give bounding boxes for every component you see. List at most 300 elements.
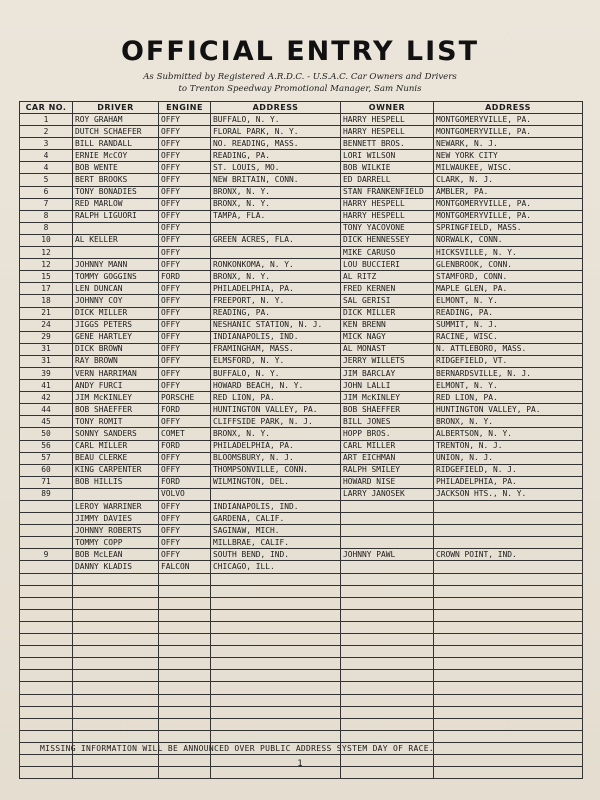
car-number-cell: 8 (20, 222, 73, 234)
footer-note: MISSING INFORMATION WILL BE ANNOUNCED OVER PUBLIC ADDRESS SYSTEM DAY OF RACE. (40, 744, 434, 753)
driver-cell (73, 222, 159, 234)
column-header-engine: ENGINE (159, 102, 211, 114)
owner-address-cell: MONTGOMERYVILLE, PA. (434, 210, 583, 222)
table-row (20, 234, 583, 246)
driver-address-cell: MILLBRAE, CALIF. (211, 537, 341, 549)
engine-cell: OFFY (159, 138, 211, 150)
table-row (20, 440, 583, 452)
owner-address-cell (434, 670, 583, 682)
driver-cell: JOHNNY MANN (73, 259, 159, 271)
owner-address-cell: MONTGOMERYVILLE, PA. (434, 126, 583, 138)
engine-cell: OFFY (159, 259, 211, 271)
driver-cell (73, 670, 159, 682)
car-number-cell: 42 (20, 392, 73, 404)
table-row (20, 634, 583, 646)
engine-cell: VOLVO (159, 488, 211, 500)
table-row (20, 730, 583, 742)
driver-cell (73, 621, 159, 633)
car-number-cell: 41 (20, 380, 73, 392)
owner-address-cell (434, 634, 583, 646)
table-row (20, 488, 583, 500)
driver-cell: ANDY FURCI (73, 380, 159, 392)
owner-cell: MICK NAGY (341, 331, 434, 343)
driver-address-cell (211, 222, 341, 234)
subtitle-line-1: As Submitted by Registered A.R.D.C. - U.S.A.C. Car Owners and Drivers (143, 72, 457, 82)
engine-cell: OFFY (159, 210, 211, 222)
driver-address-cell: BUFFALO, N. Y. (211, 367, 341, 379)
column-header-car-no: CAR NO. (20, 102, 73, 114)
owner-cell (341, 609, 434, 621)
driver-address-cell: GARDENA, CALIF. (211, 513, 341, 525)
table-row (20, 609, 583, 621)
car-number-cell (20, 561, 73, 573)
driver-address-cell: BLOOMSBURY, N. J. (211, 452, 341, 464)
driver-cell (73, 247, 159, 259)
car-number-cell: 29 (20, 331, 73, 343)
owner-address-cell: CROWN POINT, IND. (434, 549, 583, 561)
car-number-cell (20, 585, 73, 597)
owner-cell: ED DARRELL (341, 174, 434, 186)
owner-address-cell: RIDGEFIELD, N. J. (434, 464, 583, 476)
engine-cell: PORSCHE (159, 392, 211, 404)
owner-address-cell (434, 730, 583, 742)
owner-cell: RALPH SMILEY (341, 464, 434, 476)
car-number-cell (20, 537, 73, 549)
entry-rows (20, 114, 583, 779)
driver-cell: ERNIE McCOY (73, 150, 159, 162)
driver-address-cell: FRAMINGHAM, MASS. (211, 343, 341, 355)
driver-address-cell (211, 646, 341, 658)
subtitle-line-2: to Trenton Speedway Promotional Manager, Sam Nunis (178, 84, 422, 94)
owner-address-cell (434, 537, 583, 549)
table-row (20, 259, 583, 271)
owner-cell: HARRY HESPELL (341, 198, 434, 210)
owner-cell: HOWARD NISE (341, 476, 434, 488)
driver-address-cell (211, 597, 341, 609)
page-title: OFFICIAL ENTRY LIST (120, 36, 480, 67)
driver-cell: TOMMY COPP (73, 537, 159, 549)
driver-address-cell (211, 609, 341, 621)
driver-address-cell (211, 573, 341, 585)
driver-cell: KING CARPENTER (73, 464, 159, 476)
driver-cell: GENE HARTLEY (73, 331, 159, 343)
engine-cell: OFFY (159, 319, 211, 331)
table-row (20, 392, 583, 404)
engine-cell (159, 597, 211, 609)
owner-cell (341, 597, 434, 609)
table-row (20, 404, 583, 416)
driver-cell (73, 706, 159, 718)
owner-address-cell: RIDGEFIELD, VT. (434, 355, 583, 367)
engine-cell (159, 573, 211, 585)
table-row (20, 452, 583, 464)
owner-cell (341, 525, 434, 537)
driver-address-cell: GREEN ACRES, FLA. (211, 234, 341, 246)
table-row (20, 343, 583, 355)
owner-cell: LORI WILSON (341, 150, 434, 162)
engine-cell: FORD (159, 404, 211, 416)
owner-address-cell: CLARK, N. J. (434, 174, 583, 186)
table-row (20, 210, 583, 222)
car-number-cell: 4 (20, 150, 73, 162)
driver-cell (73, 646, 159, 658)
driver-address-cell (211, 488, 341, 500)
engine-cell: OFFY (159, 234, 211, 246)
table-row (20, 646, 583, 658)
table-row (20, 694, 583, 706)
engine-cell: OFFY (159, 150, 211, 162)
driver-cell: RALPH LIGUORI (73, 210, 159, 222)
engine-cell: OFFY (159, 549, 211, 561)
owner-address-cell (434, 694, 583, 706)
car-number-cell (20, 513, 73, 525)
engine-cell (159, 730, 211, 742)
owner-cell: JOHN LALLI (341, 380, 434, 392)
engine-cell: COMET (159, 428, 211, 440)
car-number-cell: 2 (20, 126, 73, 138)
driver-address-cell: HUNTINGTON VALLEY, PA. (211, 404, 341, 416)
car-number-cell (20, 670, 73, 682)
table-row (20, 114, 583, 126)
table-row (20, 331, 583, 343)
driver-cell: TONY ROMIT (73, 416, 159, 428)
owner-address-cell: MAPLE GLEN, PA. (434, 283, 583, 295)
table-row (20, 561, 583, 573)
engine-cell: OFFY (159, 295, 211, 307)
owner-address-cell: ELMONT, N. Y. (434, 380, 583, 392)
engine-cell (159, 621, 211, 633)
driver-address-cell: FLORAL PARK, N. Y. (211, 126, 341, 138)
car-number-cell: 4 (20, 162, 73, 174)
owner-address-cell: ALBERTSON, N. Y. (434, 428, 583, 440)
driver-cell (73, 730, 159, 742)
engine-cell: OFFY (159, 343, 211, 355)
table-row (20, 150, 583, 162)
driver-cell: DANNY KLADIS (73, 561, 159, 573)
owner-cell: BOB SHAEFFER (341, 404, 434, 416)
table-row (20, 428, 583, 440)
owner-cell: ART EICHMAN (341, 452, 434, 464)
engine-cell (159, 646, 211, 658)
table-row (20, 295, 583, 307)
owner-address-cell: BERNARDSVILLE, N. J. (434, 367, 583, 379)
owner-cell: DICK MILLER (341, 307, 434, 319)
owner-cell: LOU BUCCIERI (341, 259, 434, 271)
driver-address-cell: SAGINAW, MICH. (211, 525, 341, 537)
engine-cell: FORD (159, 271, 211, 283)
car-number-cell (20, 621, 73, 633)
owner-address-cell: ELMONT, N. Y. (434, 295, 583, 307)
driver-cell: JOHNNY COY (73, 295, 159, 307)
owner-address-cell: NEWARK, N. J. (434, 138, 583, 150)
engine-cell (159, 658, 211, 670)
owner-cell: JOHNNY PAWL (341, 549, 434, 561)
car-number-cell: 10 (20, 234, 73, 246)
owner-cell (341, 646, 434, 658)
owner-address-cell: MILWAUKEE, WISC. (434, 162, 583, 174)
car-number-cell (20, 682, 73, 694)
table-row (20, 658, 583, 670)
table-row (20, 501, 583, 513)
owner-address-cell: NORWALK, CONN. (434, 234, 583, 246)
table-row (20, 537, 583, 549)
table-header-row (20, 102, 583, 114)
driver-address-cell (211, 247, 341, 259)
driver-cell: TOMMY GOGGINS (73, 271, 159, 283)
driver-cell (73, 682, 159, 694)
table-row (20, 718, 583, 730)
owner-cell: LARRY JANOSEK (341, 488, 434, 500)
car-number-cell: 15 (20, 271, 73, 283)
car-number-cell (20, 658, 73, 670)
driver-address-cell: READING, PA. (211, 307, 341, 319)
owner-cell (341, 585, 434, 597)
owner-address-cell (434, 609, 583, 621)
engine-cell: OFFY (159, 331, 211, 343)
table-row (20, 307, 583, 319)
owner-address-cell: RACINE, WISC. (434, 331, 583, 343)
table-row (20, 549, 583, 561)
driver-cell: DICK MILLER (73, 307, 159, 319)
engine-cell: FORD (159, 476, 211, 488)
owner-address-cell: STAMFORD, CONN. (434, 271, 583, 283)
owner-address-cell: MONTGOMERYVILLE, PA. (434, 114, 583, 126)
driver-address-cell: WILMINGTON, DEL. (211, 476, 341, 488)
driver-address-cell (211, 585, 341, 597)
engine-cell: OFFY (159, 537, 211, 549)
driver-address-cell: NEW BRITAIN, CONN. (211, 174, 341, 186)
owner-address-cell (434, 525, 583, 537)
owner-cell: BENNETT BROS. (341, 138, 434, 150)
driver-cell: BERT BROOKS (73, 174, 159, 186)
table-row (20, 138, 583, 150)
car-number-cell: 44 (20, 404, 73, 416)
owner-address-cell: AMBLER, PA. (434, 186, 583, 198)
driver-address-cell (211, 730, 341, 742)
table-row (20, 380, 583, 392)
engine-cell: OFFY (159, 283, 211, 295)
driver-cell: BOB SHAEFFER (73, 404, 159, 416)
car-number-cell: 89 (20, 488, 73, 500)
driver-cell: DICK BROWN (73, 343, 159, 355)
owner-cell (341, 706, 434, 718)
engine-cell: OFFY (159, 114, 211, 126)
owner-address-cell (434, 742, 583, 754)
driver-cell: BEAU CLERKE (73, 452, 159, 464)
table-row (20, 476, 583, 488)
column-header-driver-address: ADDRESS (211, 102, 341, 114)
driver-cell: JIMMY DAVIES (73, 513, 159, 525)
owner-cell (341, 718, 434, 730)
driver-address-cell (211, 694, 341, 706)
engine-cell: OFFY (159, 198, 211, 210)
driver-cell: SONNY SANDERS (73, 428, 159, 440)
car-number-cell: 8 (20, 210, 73, 222)
owner-cell (341, 561, 434, 573)
owner-address-cell (434, 646, 583, 658)
engine-cell: OFFY (159, 380, 211, 392)
owner-cell (341, 682, 434, 694)
driver-address-cell: THOMPSONVILLE, CONN. (211, 464, 341, 476)
car-number-cell: 31 (20, 355, 73, 367)
engine-cell: FALCON (159, 561, 211, 573)
owner-cell (341, 621, 434, 633)
table-row (20, 162, 583, 174)
owner-cell: KEN BRENN (341, 319, 434, 331)
owner-address-cell: JACKSON HTS., N. Y. (434, 488, 583, 500)
driver-cell (73, 609, 159, 621)
driver-cell: RAY BROWN (73, 355, 159, 367)
driver-cell: ROY GRAHAM (73, 114, 159, 126)
table-row (20, 585, 583, 597)
owner-cell (341, 573, 434, 585)
driver-address-cell: INDIANAPOLIS, IND. (211, 331, 341, 343)
owner-cell: JIM McKINLEY (341, 392, 434, 404)
engine-cell (159, 682, 211, 694)
owner-address-cell: N. ATTLEBORO, MASS. (434, 343, 583, 355)
car-number-cell: 18 (20, 295, 73, 307)
car-number-cell: 71 (20, 476, 73, 488)
car-number-cell (20, 730, 73, 742)
car-number-cell: 9 (20, 549, 73, 561)
owner-cell: CARL MILLER (341, 440, 434, 452)
car-number-cell: 7 (20, 198, 73, 210)
owner-cell: FRED KERNEN (341, 283, 434, 295)
owner-address-cell: HUNTINGTON VALLEY, PA. (434, 404, 583, 416)
owner-cell: AL RITZ (341, 271, 434, 283)
driver-cell: BOB WENTE (73, 162, 159, 174)
driver-address-cell (211, 706, 341, 718)
driver-address-cell: HOWARD BEACH, N. Y. (211, 380, 341, 392)
table-row (20, 247, 583, 259)
driver-cell (73, 597, 159, 609)
driver-address-cell: BRONX, N. Y. (211, 198, 341, 210)
column-header-driver: DRIVER (73, 102, 159, 114)
table-row (20, 174, 583, 186)
owner-cell: BOB WILKIE (341, 162, 434, 174)
driver-address-cell: FREEPORT, N. Y. (211, 295, 341, 307)
table-row (20, 682, 583, 694)
table-row (20, 186, 583, 198)
owner-cell: HOPP BROS. (341, 428, 434, 440)
owner-cell (341, 694, 434, 706)
driver-cell (73, 488, 159, 500)
driver-cell: CARL MILLER (73, 440, 159, 452)
engine-cell: OFFY (159, 247, 211, 259)
driver-address-cell: READING, PA. (211, 150, 341, 162)
table-row (20, 670, 583, 682)
engine-cell: OFFY (159, 464, 211, 476)
driver-cell: DUTCH SCHAEFER (73, 126, 159, 138)
owner-address-cell: SPRINGFIELD, MASS. (434, 222, 583, 234)
car-number-cell: 6 (20, 186, 73, 198)
driver-cell: TONY BONADIES (73, 186, 159, 198)
driver-address-cell: BRONX, N. Y. (211, 428, 341, 440)
column-header-owner-address: ADDRESS (434, 102, 583, 114)
driver-cell (73, 694, 159, 706)
engine-cell: OFFY (159, 355, 211, 367)
table-row (20, 525, 583, 537)
owner-cell: AL MONAST (341, 343, 434, 355)
engine-cell: OFFY (159, 416, 211, 428)
car-number-cell: 3 (20, 138, 73, 150)
owner-address-cell (434, 658, 583, 670)
table-row (20, 573, 583, 585)
engine-cell: OFFY (159, 452, 211, 464)
engine-cell (159, 585, 211, 597)
driver-address-cell: BUFFALO, N. Y. (211, 114, 341, 126)
owner-address-cell (434, 706, 583, 718)
engine-cell (159, 694, 211, 706)
owner-address-cell: TRENTON, N. J. (434, 440, 583, 452)
owner-cell: BILL JONES (341, 416, 434, 428)
owner-address-cell: MONTGOMERYVILLE, PA. (434, 198, 583, 210)
driver-address-cell: ELMSFORD, N. Y. (211, 355, 341, 367)
owner-cell (341, 501, 434, 513)
car-number-cell: 24 (20, 319, 73, 331)
owner-cell: MIKE CARUSO (341, 247, 434, 259)
engine-cell: OFFY (159, 367, 211, 379)
driver-cell (73, 585, 159, 597)
column-header-owner: OWNER (341, 102, 434, 114)
car-number-cell: 31 (20, 343, 73, 355)
engine-cell: OFFY (159, 126, 211, 138)
table-row (20, 706, 583, 718)
car-number-cell (20, 706, 73, 718)
car-number-cell: 57 (20, 452, 73, 464)
table-row (20, 283, 583, 295)
car-number-cell (20, 646, 73, 658)
engine-cell (159, 670, 211, 682)
driver-cell (73, 634, 159, 646)
owner-cell (341, 634, 434, 646)
engine-cell: FORD (159, 440, 211, 452)
car-number-cell (20, 525, 73, 537)
car-number-cell: 45 (20, 416, 73, 428)
table-row (20, 597, 583, 609)
car-number-cell (20, 609, 73, 621)
engine-cell: OFFY (159, 525, 211, 537)
car-number-cell: 50 (20, 428, 73, 440)
driver-address-cell: CHICAGO, ILL. (211, 561, 341, 573)
car-number-cell: 12 (20, 259, 73, 271)
driver-address-cell: INDIANAPOLIS, IND. (211, 501, 341, 513)
car-number-cell: 60 (20, 464, 73, 476)
owner-cell: JERRY WILLETS (341, 355, 434, 367)
driver-cell: BOB McLEAN (73, 549, 159, 561)
driver-address-cell: BRONX, N. Y. (211, 271, 341, 283)
driver-cell: AL KELLER (73, 234, 159, 246)
engine-cell (159, 609, 211, 621)
car-number-cell: 1 (20, 114, 73, 126)
owner-address-cell: NEW YORK CITY (434, 150, 583, 162)
owner-cell (341, 670, 434, 682)
car-number-cell: 5 (20, 174, 73, 186)
table-row (20, 416, 583, 428)
owner-cell (341, 537, 434, 549)
owner-cell (341, 513, 434, 525)
owner-address-cell: RED LION, PA. (434, 392, 583, 404)
engine-cell: OFFY (159, 501, 211, 513)
driver-cell: LEROY WARRINER (73, 501, 159, 513)
owner-address-cell (434, 621, 583, 633)
car-number-cell (20, 597, 73, 609)
owner-address-cell: UNION, N. J. (434, 452, 583, 464)
car-number-cell: 21 (20, 307, 73, 319)
car-number-cell (20, 573, 73, 585)
page-number: 1 (297, 759, 303, 769)
owner-address-cell (434, 597, 583, 609)
